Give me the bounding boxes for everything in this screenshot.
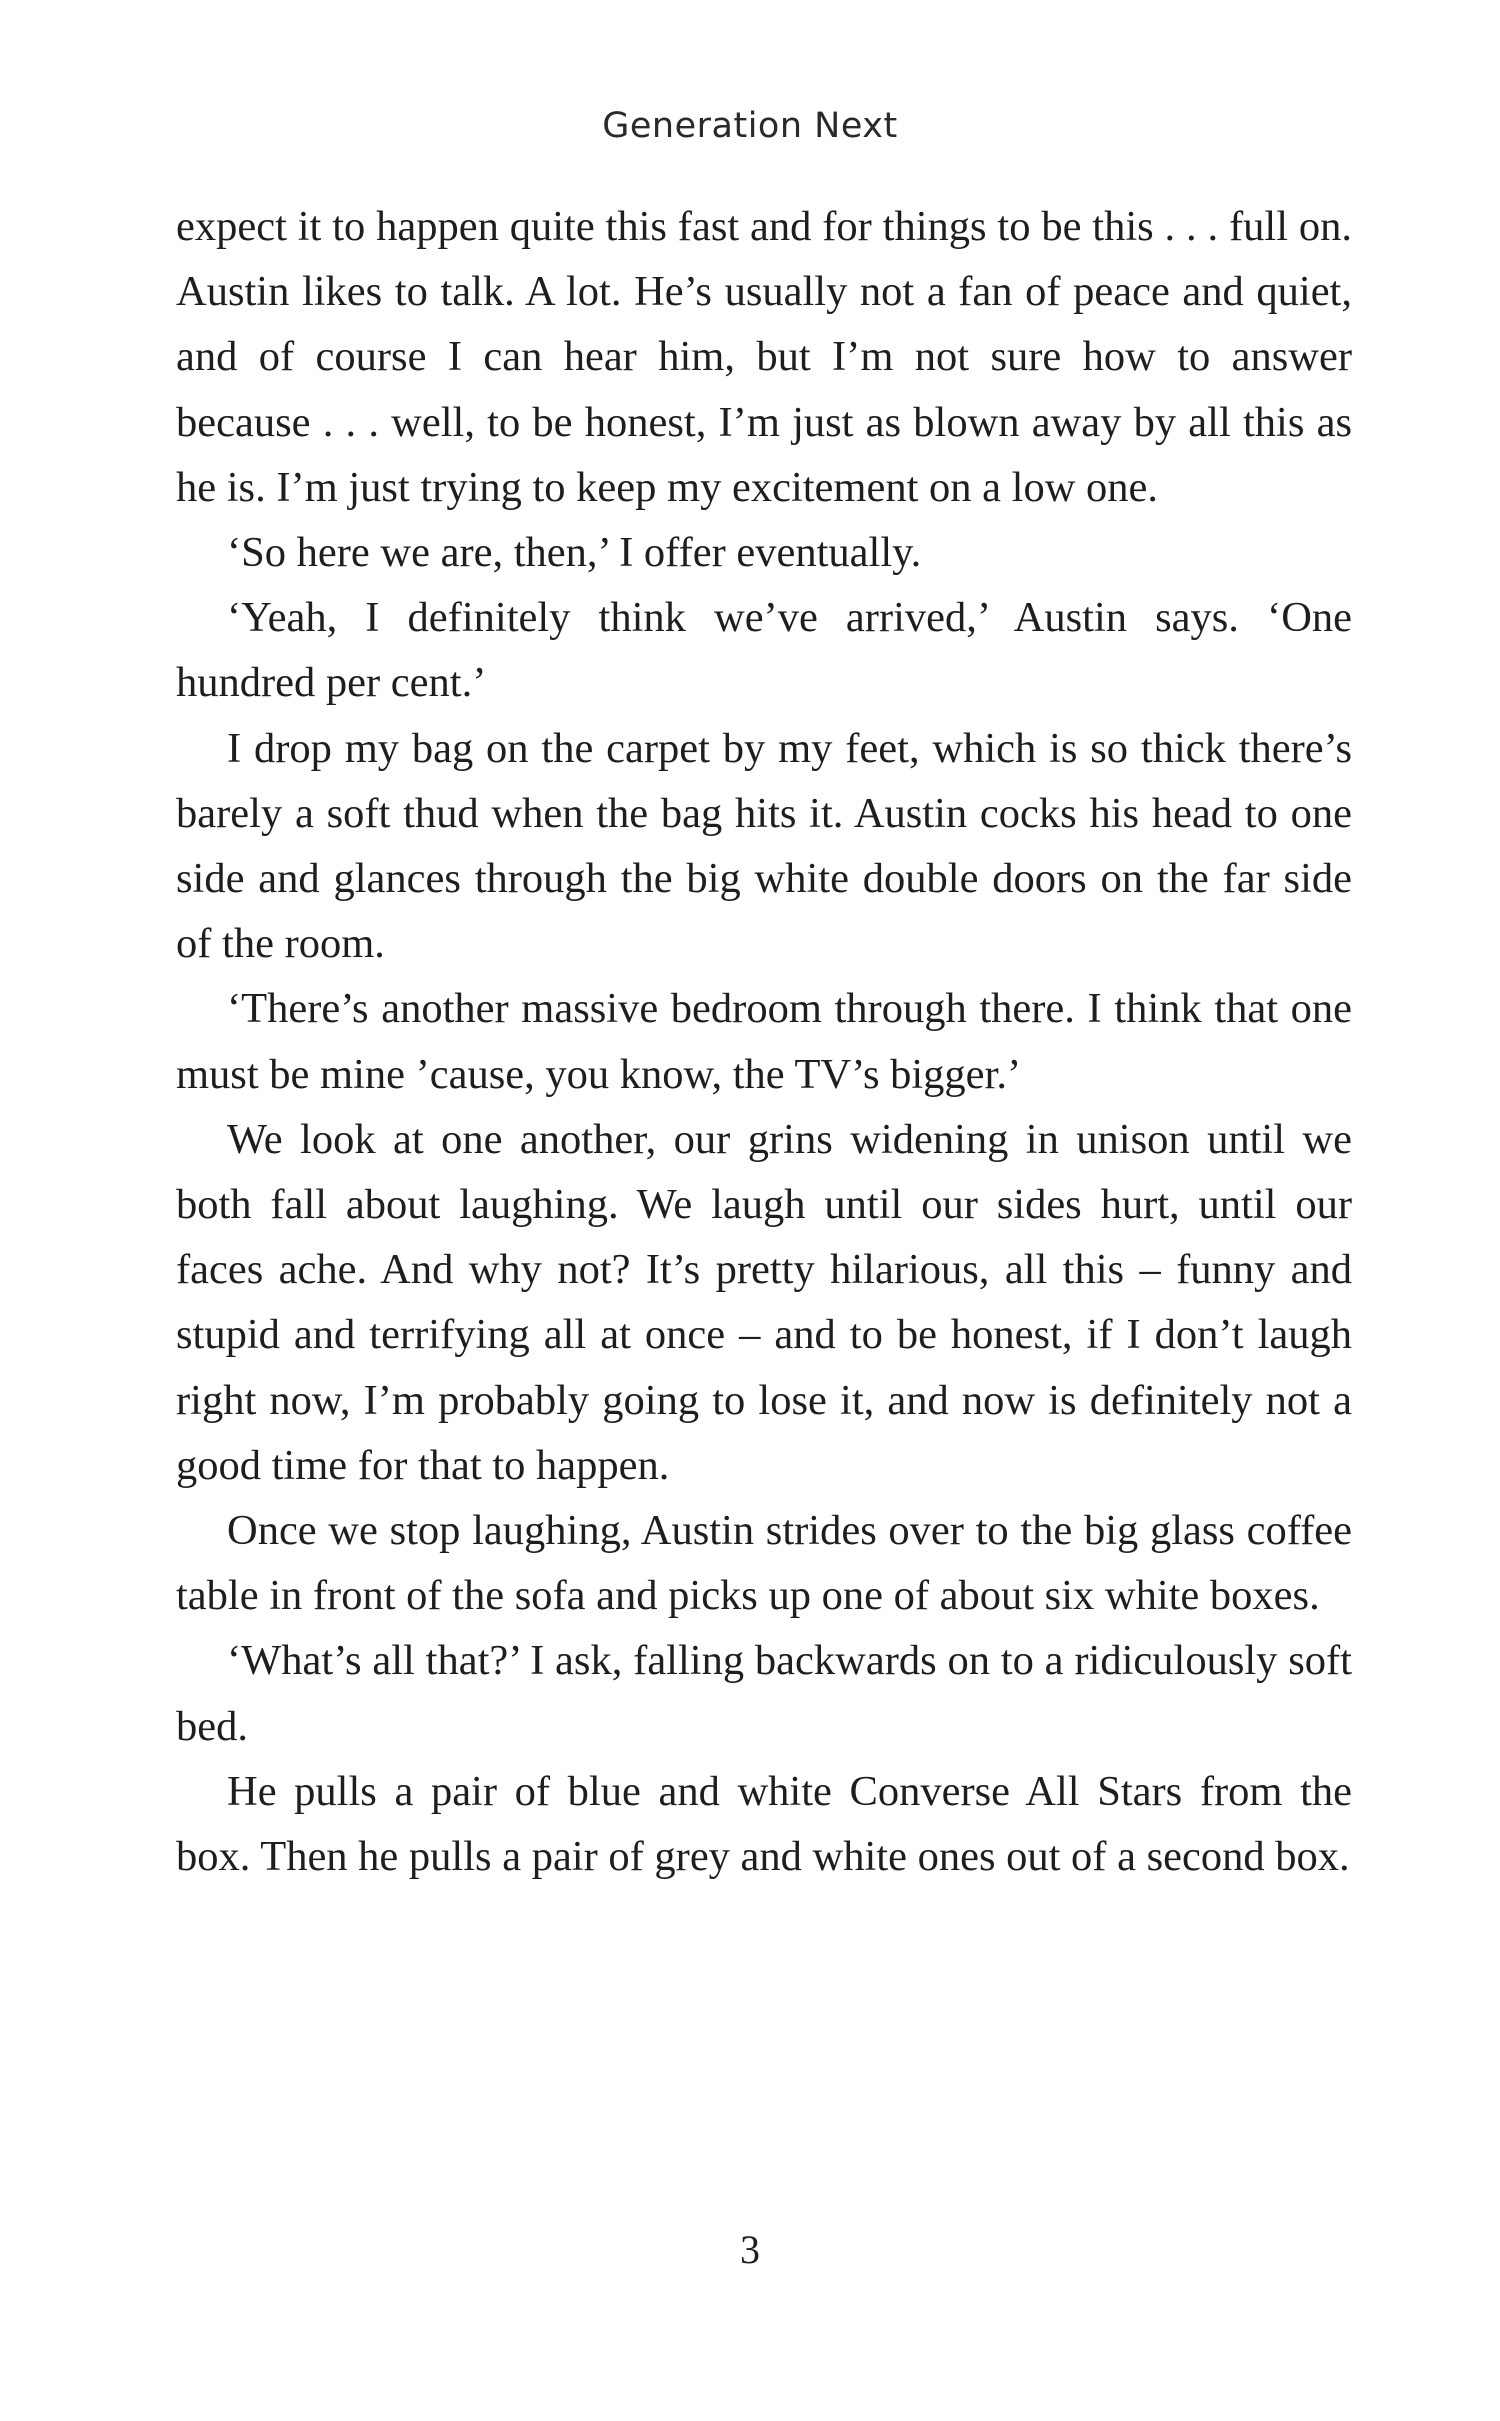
paragraph: He pulls a pair of blue and white Converse All Stars from the box. Then he pulls a pair of grey and white ones out of a second box. <box>176 1767 1352 1881</box>
paragraph: ‘There’s another massive bedroom through there. I think that one must be mine ’cause, you know, the TV’s bigger.’ <box>176 985 1352 1098</box>
paragraph: ‘What’s all that?’ I ask, falling backwards on to a ridiculously soft bed. <box>176 1637 1352 1750</box>
paragraph: expect it to happen quite this fast and for things to be this . . . full on. Austin likes to talk. A lot. He’s usually not a fan of peace and quiet, and of course I can hear him, but I’m not sure how to answer because . . . well, to be honest, I’m just as blown away by all this as he is. I’m just trying to keep my excitement on a low one. <box>176 203 1352 511</box>
paragraph: I drop my bag on the carpet by my feet, which is so thick there’s barely a soft thud when the bag hits it. Austin cocks his head to one side and glances through the big white double doors on the far side of the room. <box>176 724 1352 968</box>
page-number: 3 <box>740 2227 760 2272</box>
paragraph: ‘Yeah, I definitely think we’ve arrived,’ Austin says. ‘One hundred per cent.’ <box>176 594 1352 707</box>
paragraph: ‘So here we are, then,’ I offer eventually. <box>227 529 922 577</box>
paragraph: We look at one another, our grins widening in unison until we both fall about laughing. We laugh until our sides hurt, until our faces ache. And why not? It’s pretty hilarious, all this – funny and stupid and terrifying all at once – and to be honest, if I don’t laugh right now, I’m probably going to lose it, and now is definitely not a good time for that to happen. <box>176 1115 1352 1489</box>
paragraph: Once we stop laughing, Austin strides over to the big glass coffee table in front of the sofa and picks up one of about six white boxes. <box>176 1507 1352 1620</box>
running-head: Generation Next <box>602 106 898 146</box>
body-text <box>176 194 1352 1889</box>
